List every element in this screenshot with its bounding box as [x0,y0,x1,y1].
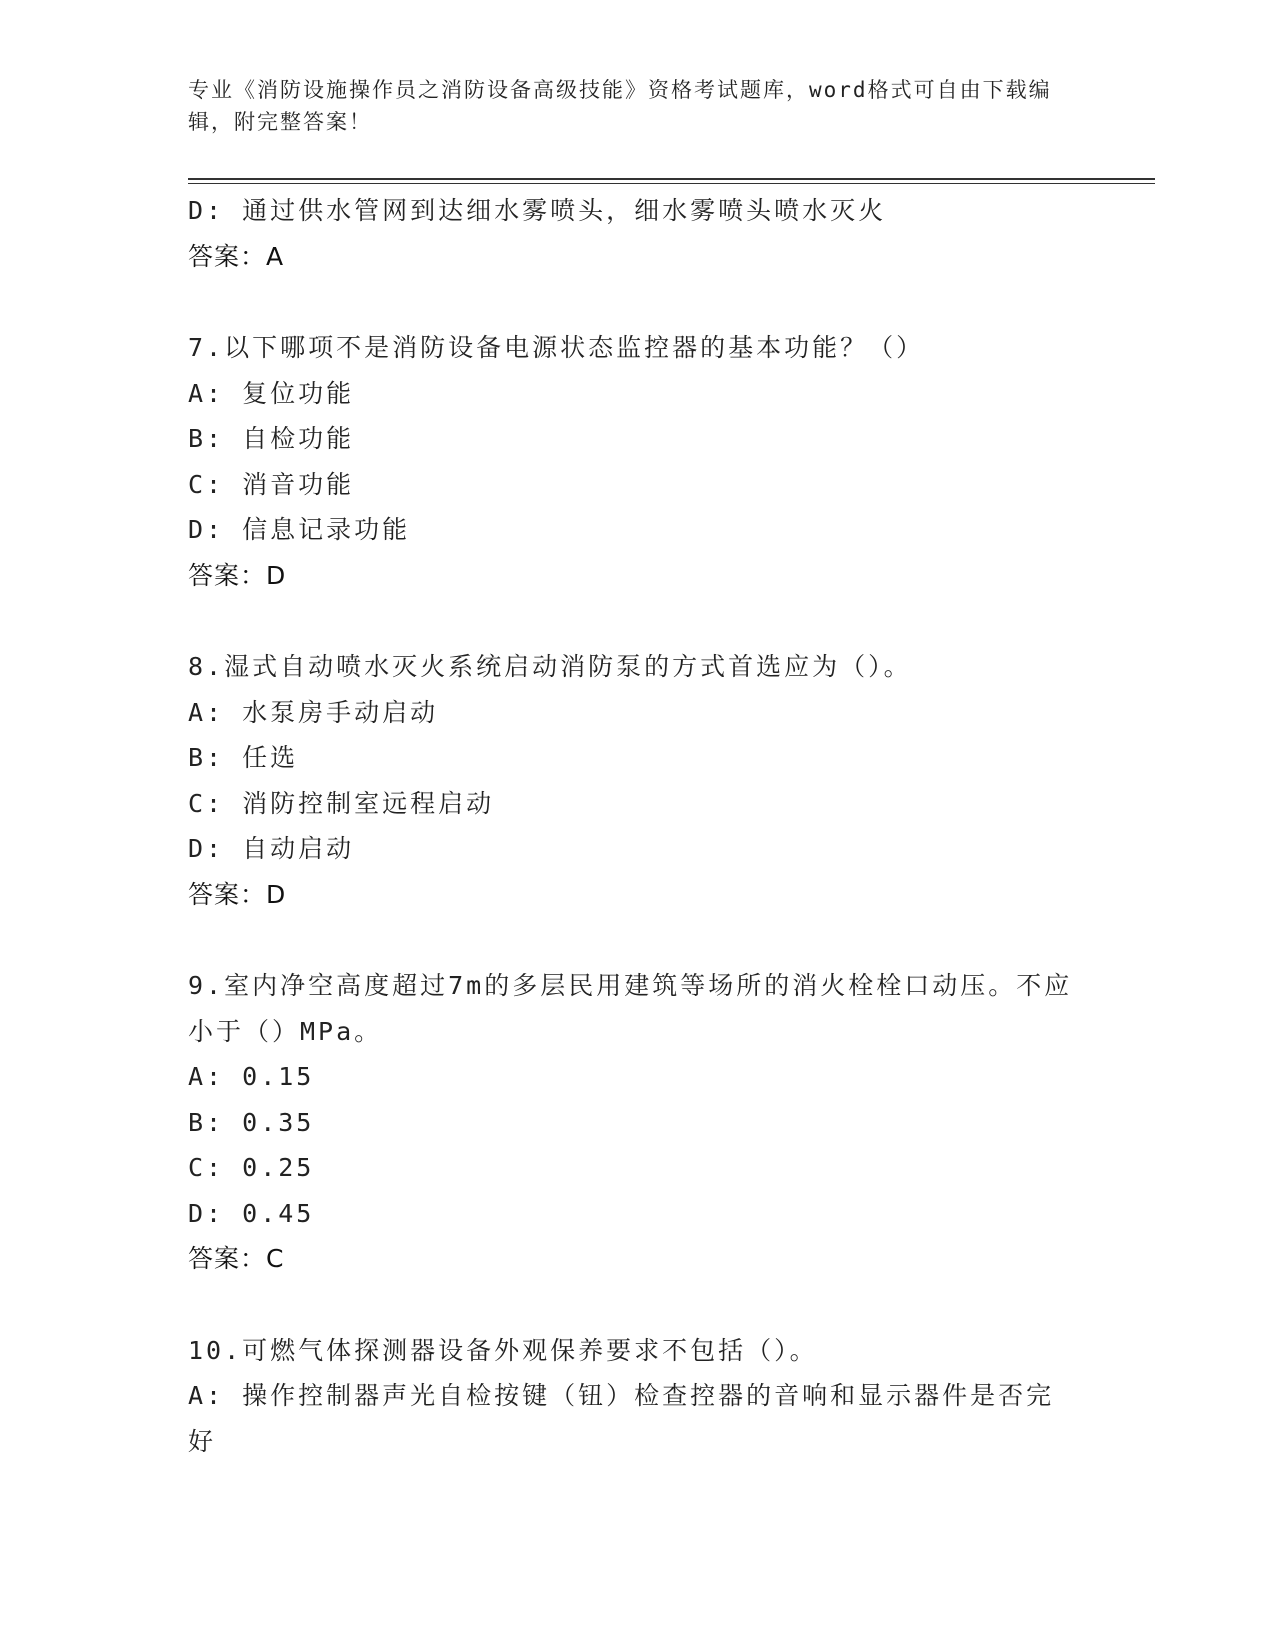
question-7-answer: 答案：D [188,560,287,590]
question-9-option-a: A: 0.15 [188,1062,315,1091]
question-6-answer: 答案：A [188,241,285,271]
question-10-option-a: A: 操作控制器声光自检按键（钮）检查控器的音响和显示器件是否完好 [188,1381,1055,1456]
question-8-option-c: C: 消防控制室远程启动 [188,788,495,818]
question-9-option-d: D: 0.45 [188,1198,315,1228]
question-9-stem: 9.室内净空高度超过7m的多层民用建筑等场所的消火栓栓口动压。不应小于（）MPa。 [188,971,1073,1046]
question-8-option-d: D: 自动启动 [188,834,355,863]
question-list [188,188,1078,1464]
question-7-option-d: D: 信息记录功能 [188,515,411,544]
question-6-option-d: D: 通过供水管网到达细水雾喷头，细水雾喷头喷水灭火 [188,196,887,225]
spacer [188,598,1078,644]
spacer [188,279,1078,325]
question-7-option-a: A: 复位功能 [188,378,355,408]
question-9-option-c: C: 0.25 [188,1153,315,1182]
page-header: 专业《消防设施操作员之消防设备高级技能》资格考试题库，word格式可自由下载编辑，附完整答案！ [188,78,1052,134]
question-8-option-a: A: 水泵房手动启动 [188,697,439,727]
spacer [188,1282,1078,1328]
header-divider-thick [188,178,1155,180]
spacer [188,917,1078,963]
question-9-option-b: B: 0.35 [188,1107,315,1137]
question-7-option-b: B: 自检功能 [188,424,355,453]
question-8-option-b: B: 任选 [188,743,299,772]
question-7-stem: 7.以下哪项不是消防设备电源状态监控器的基本功能？（） [188,333,925,362]
question-9-answer: 答案：C [188,1244,285,1273]
question-7-option-c: C: 消音功能 [188,469,355,499]
question-10-stem: 10.可燃气体探测器设备外观保养要求不包括（）。 [188,1335,818,1365]
question-8-answer: 答案：D [188,879,287,909]
question-8-stem: 8.湿式自动喷水灭火系统启动消防泵的方式首选应为（）。 [188,652,912,681]
header-divider-thin [188,183,1155,184]
